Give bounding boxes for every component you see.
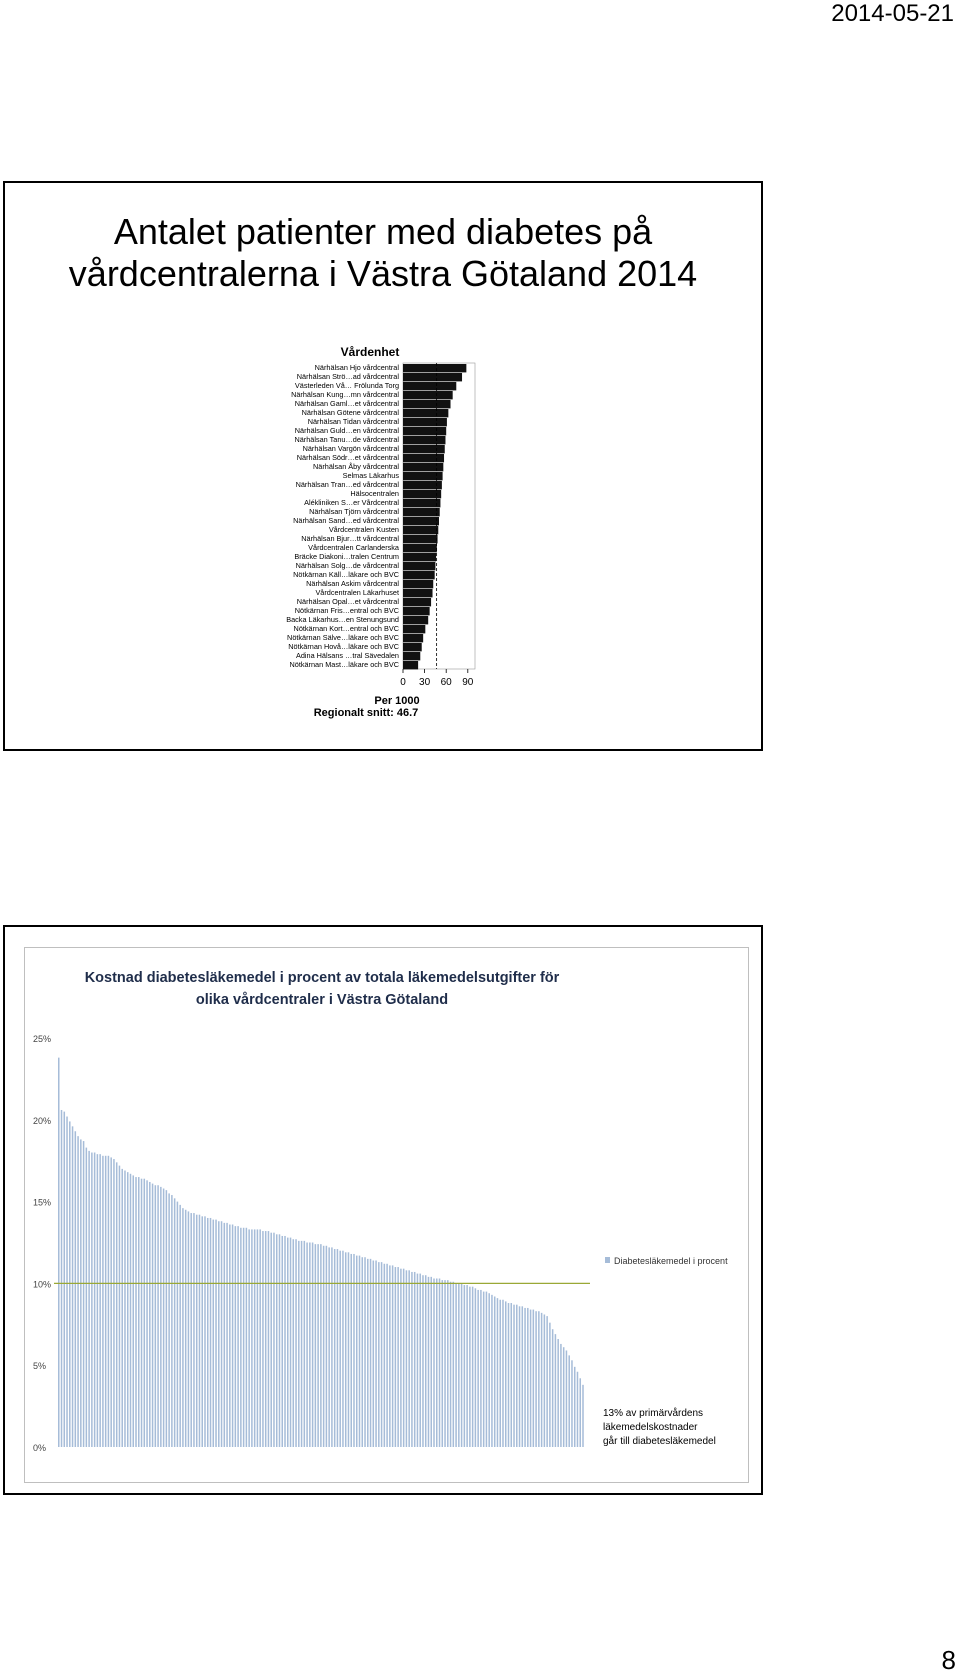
bar [400, 1269, 402, 1447]
bar [502, 1300, 504, 1447]
bar [403, 400, 451, 408]
bar [563, 1347, 565, 1447]
bar [403, 562, 435, 570]
bar [88, 1151, 90, 1447]
bar [337, 1249, 339, 1447]
bar [290, 1238, 292, 1447]
bar [221, 1221, 223, 1447]
bar [538, 1311, 540, 1447]
bar [356, 1256, 358, 1447]
bar [248, 1229, 250, 1447]
bar [342, 1251, 344, 1447]
bar [80, 1139, 82, 1447]
bar [226, 1223, 228, 1447]
bar [149, 1182, 151, 1447]
y-tick-label: 0% [33, 1443, 47, 1453]
bar [403, 571, 435, 579]
tick-label: 30 [419, 677, 431, 688]
bar [533, 1310, 535, 1447]
bar [497, 1298, 499, 1447]
bar [466, 1285, 468, 1447]
bar [403, 391, 453, 399]
bar [403, 544, 437, 552]
bar [179, 1205, 181, 1447]
bar [582, 1385, 584, 1447]
bar [568, 1355, 570, 1447]
bar [450, 1282, 452, 1447]
chart-title-line1: Kostnad diabetesläkemedel i procent av totala läkemedelsutgifter för [84, 970, 560, 986]
category-label: Närhälsan Solg…de vårdcentral [295, 561, 399, 570]
bar [69, 1121, 71, 1447]
category-label: Närhälsan Tanu…de vårdcentral [294, 435, 399, 444]
bar [403, 634, 423, 642]
bar [442, 1280, 444, 1447]
bar [381, 1262, 383, 1447]
slide-title [5, 211, 761, 295]
legend-swatch [605, 1257, 610, 1263]
bar [403, 499, 440, 507]
bar [130, 1174, 132, 1447]
bar [215, 1220, 217, 1447]
bar [270, 1233, 272, 1447]
bar [505, 1301, 507, 1447]
bar [469, 1287, 471, 1447]
bar [108, 1156, 110, 1447]
bar [326, 1246, 328, 1447]
bar [403, 508, 440, 516]
bar [359, 1256, 361, 1447]
bar [403, 382, 456, 390]
bar [458, 1283, 460, 1447]
x-axis-label: Per 1000 [374, 695, 420, 707]
bar [199, 1215, 201, 1447]
category-label: Hälsocentralen [350, 489, 399, 498]
bar [86, 1148, 88, 1447]
bar [293, 1239, 295, 1447]
bar [422, 1275, 424, 1447]
bar [155, 1185, 157, 1447]
slide-diabetes-patients [3, 181, 763, 751]
bar [345, 1252, 347, 1447]
bar [447, 1280, 449, 1447]
bar [395, 1267, 397, 1447]
bar [232, 1225, 234, 1447]
category-label: Närhälsan Strö…ad vårdcentral [296, 372, 399, 381]
category-label: Närhälsan Åby vårdcentral [313, 462, 399, 471]
bar [157, 1185, 159, 1447]
bar [488, 1293, 490, 1447]
bar [406, 1270, 408, 1447]
bar [522, 1306, 524, 1447]
bar [312, 1243, 314, 1448]
bar [414, 1272, 416, 1447]
category-label: Nötkärnan Fris…entral och BVC [294, 606, 399, 615]
category-label: Närhälsan Kung…mn vårdcentral [291, 390, 399, 399]
bar [403, 580, 433, 588]
bar [530, 1310, 532, 1447]
category-label: Närhälsan Gaml…et vårdcentral [294, 399, 399, 408]
bar [362, 1257, 364, 1447]
annotation-text: går till diabetesläkemedel [603, 1436, 716, 1447]
bar [141, 1179, 143, 1447]
bar [403, 517, 439, 525]
bar [72, 1126, 74, 1447]
bar [511, 1303, 513, 1447]
bar [113, 1159, 115, 1447]
bar [453, 1282, 455, 1447]
bar [464, 1285, 466, 1447]
bar [419, 1274, 421, 1447]
bar [135, 1177, 137, 1447]
category-label: Nötkärnan Hovå…läkare och BVC [288, 642, 399, 651]
bar [152, 1184, 154, 1447]
chart-title: Vårdenhet [340, 345, 400, 359]
y-tick-label: 10% [33, 1279, 52, 1290]
bar [519, 1306, 521, 1447]
bar [571, 1360, 573, 1447]
bar [188, 1211, 190, 1447]
bar [403, 445, 445, 453]
bar [486, 1292, 488, 1447]
bar [315, 1244, 317, 1447]
category-label: Nötkärnan Mast…läkare och BVC [289, 660, 399, 669]
bar [403, 1269, 405, 1447]
bar [213, 1220, 215, 1447]
bar [190, 1213, 192, 1447]
bar [132, 1175, 134, 1447]
bar [411, 1272, 413, 1447]
bar [417, 1274, 419, 1447]
bar [204, 1216, 206, 1447]
diabetes-drug-cost-bar-chart [25, 948, 748, 1482]
bar [373, 1260, 375, 1447]
category-label: Vårdcentralen Kusten [328, 525, 399, 534]
bar [403, 463, 443, 471]
bar [77, 1136, 79, 1447]
bar [535, 1311, 537, 1447]
legend-label: Diabetesläkemedel i procent [614, 1256, 728, 1266]
bar [328, 1247, 330, 1447]
bar [403, 373, 462, 381]
bar [527, 1308, 529, 1447]
bar [240, 1228, 242, 1447]
chart-frame [24, 947, 749, 1483]
bar [298, 1241, 300, 1447]
tick-label: 60 [440, 677, 452, 688]
bar [574, 1367, 576, 1447]
bar [403, 607, 430, 615]
category-label: Närhälsan Guld…en vårdcentral [294, 426, 399, 435]
bar [444, 1280, 446, 1447]
bar [491, 1295, 493, 1447]
bar [477, 1290, 479, 1447]
bar [317, 1244, 319, 1447]
bar [121, 1169, 123, 1447]
bar [370, 1259, 372, 1447]
category-label: Närhälsan Hjo vårdcentral [314, 363, 399, 372]
category-label: Nötkärnan Sälve…läkare och BVC [287, 633, 399, 642]
bar [348, 1252, 350, 1447]
bar [403, 454, 444, 462]
bar [251, 1229, 253, 1447]
bar [577, 1372, 579, 1447]
bar [403, 652, 420, 660]
bar [403, 589, 433, 597]
bar [513, 1305, 515, 1447]
average-label: Regionalt snitt: 46.7 [313, 707, 419, 719]
category-label: Närhälsan Götene vårdcentral [301, 408, 399, 417]
bar [276, 1234, 278, 1447]
bar [254, 1229, 256, 1447]
bar [138, 1177, 140, 1447]
category-label: Närhälsan Tjörn vårdcentral [309, 507, 399, 516]
bar [555, 1334, 557, 1447]
bar [94, 1153, 96, 1447]
bar [257, 1229, 259, 1447]
bar [163, 1189, 165, 1447]
category-label: Närhälsan Opal…et vårdcentral [296, 597, 399, 606]
bar [549, 1323, 551, 1447]
slide-title-line1: Antalet patienter med diabetes på [113, 211, 653, 252]
bar [246, 1228, 248, 1447]
bar [378, 1262, 380, 1447]
bar [403, 535, 438, 543]
category-label: Alékliniken S…er Vårdcentral [304, 498, 399, 507]
bar [403, 436, 445, 444]
bar [237, 1226, 239, 1447]
bar [58, 1058, 60, 1447]
bar [579, 1378, 581, 1447]
bar [284, 1236, 286, 1447]
bar [171, 1195, 173, 1447]
bar [193, 1213, 195, 1447]
page-number: 8 [941, 1645, 956, 1675]
bar [301, 1241, 303, 1447]
category-label: Selmas Läkarhus [342, 471, 399, 480]
bar [403, 481, 442, 489]
bar [110, 1157, 112, 1447]
bar [557, 1339, 559, 1447]
bar [364, 1257, 366, 1447]
category-label: Närhälsan Vargön vårdcentral [302, 444, 399, 453]
bar [334, 1249, 336, 1447]
bar [279, 1234, 281, 1447]
bar [339, 1251, 341, 1447]
bar [262, 1231, 264, 1447]
bar [201, 1216, 203, 1447]
bar [392, 1265, 394, 1447]
bar [259, 1229, 261, 1447]
bar [386, 1264, 388, 1447]
bar [196, 1215, 198, 1447]
y-tick-label: 5% [33, 1361, 47, 1372]
bar [144, 1179, 146, 1447]
bar [265, 1231, 267, 1447]
bar [425, 1275, 427, 1447]
slide-diabetes-drug-cost [3, 925, 763, 1495]
bar [210, 1218, 212, 1447]
bar [168, 1193, 170, 1447]
bar [146, 1180, 148, 1447]
bar [127, 1172, 129, 1447]
bar [177, 1202, 179, 1447]
category-label: Närhälsan Södr…et vårdcentral [296, 453, 399, 462]
bar [218, 1221, 220, 1447]
bar [397, 1267, 399, 1447]
category-label: Närhälsan Askim vårdcentral [306, 579, 399, 588]
bar [207, 1218, 209, 1447]
bar [544, 1314, 546, 1447]
bar [102, 1156, 104, 1447]
bar [367, 1259, 369, 1447]
bar [403, 418, 447, 426]
y-tick-label: 20% [33, 1115, 52, 1126]
bar [273, 1233, 275, 1447]
category-label: Nötkärnan Käll…läkare och BVC [293, 570, 399, 579]
category-label: Vårdcentralen Läkarhuset [315, 588, 399, 597]
bar [281, 1236, 283, 1447]
bar [403, 427, 446, 435]
bar [436, 1278, 438, 1447]
bar [494, 1296, 496, 1447]
bar [560, 1344, 562, 1447]
patients-per-1000-bar-chart [249, 345, 519, 745]
bar [287, 1238, 289, 1447]
y-tick-label: 25% [33, 1034, 52, 1044]
bar [97, 1154, 99, 1447]
bar [243, 1228, 245, 1447]
category-label: Närhälsan Tran…ed vårdcentral [295, 480, 399, 489]
category-label: Bräcke Diakoni…tralen Centrum [294, 552, 399, 561]
annotation-text: läkemedelskostnader [603, 1422, 698, 1433]
category-label: Närhälsan Bjur…tt vårdcentral [301, 534, 399, 543]
bar [546, 1316, 548, 1447]
chart-title-line2: olika vårdcentraler i Västra Götaland [195, 992, 449, 1008]
bar [116, 1162, 118, 1447]
bar [295, 1239, 297, 1447]
bar [403, 409, 448, 417]
slide-title-line2: vårdcentralerna i Västra Götaland 2014 [68, 253, 698, 294]
category-label: Nötkärnan Kort…entral och BVC [293, 624, 399, 633]
bar [174, 1198, 176, 1447]
bar [403, 364, 466, 372]
bar [66, 1117, 68, 1447]
category-label: Adina Hälsans …tral Sävedalen [295, 651, 399, 660]
bar [524, 1308, 526, 1447]
bar [541, 1313, 543, 1447]
bar [475, 1288, 477, 1447]
bar [61, 1110, 63, 1447]
category-label: Vårdcentralen Carlanderska [308, 543, 399, 552]
bar [224, 1223, 226, 1447]
bar [375, 1260, 377, 1447]
bar [403, 598, 431, 606]
bar [306, 1243, 308, 1448]
bar [430, 1277, 432, 1447]
bar [480, 1290, 482, 1447]
bar [428, 1277, 430, 1447]
bar [124, 1171, 126, 1447]
category-label: Närhälsan Tidan vårdcentral [307, 417, 399, 426]
bar [91, 1153, 93, 1447]
bar [403, 625, 425, 633]
bar [552, 1329, 554, 1447]
bar [185, 1210, 187, 1447]
bar [403, 661, 418, 669]
bar [83, 1141, 85, 1447]
bar [160, 1187, 162, 1447]
bar [403, 526, 438, 534]
bar [99, 1154, 101, 1447]
bar [75, 1131, 77, 1447]
y-tick-label: 15% [33, 1197, 52, 1208]
bar [384, 1264, 386, 1447]
bar [439, 1278, 441, 1447]
bar [166, 1190, 168, 1447]
bar [309, 1243, 311, 1448]
bar [119, 1166, 121, 1447]
bar [403, 616, 428, 624]
bar [566, 1350, 568, 1447]
bar [461, 1283, 463, 1447]
bar [403, 490, 441, 498]
bar [105, 1156, 107, 1447]
bar [323, 1246, 325, 1447]
annotation-text: 13% av primärvårdens [603, 1408, 704, 1419]
category-label: Backa Läkarhus…en Stenungsund [286, 615, 399, 624]
category-label: Västerleden Vå… Frölunda Torg [294, 381, 399, 390]
bar [64, 1112, 66, 1447]
bar [182, 1208, 184, 1447]
tick-label: 90 [462, 677, 474, 688]
bar [268, 1231, 270, 1447]
bar [389, 1265, 391, 1447]
bar [472, 1287, 474, 1447]
category-label: Närhälsan Sand…ed vårdcentral [293, 516, 399, 525]
bar [320, 1244, 322, 1447]
bar [229, 1225, 231, 1447]
bar [331, 1247, 333, 1447]
bar [455, 1283, 457, 1447]
bar [408, 1270, 410, 1447]
bar [499, 1300, 501, 1447]
bar [403, 643, 422, 651]
bar [304, 1241, 306, 1447]
tick-label: 0 [400, 677, 406, 688]
bar [235, 1226, 237, 1447]
bar [433, 1278, 435, 1447]
bar [516, 1305, 518, 1447]
page-date: 2014-05-21 [831, 0, 954, 27]
bar [403, 553, 436, 561]
bar [483, 1292, 485, 1447]
bar [508, 1303, 510, 1447]
